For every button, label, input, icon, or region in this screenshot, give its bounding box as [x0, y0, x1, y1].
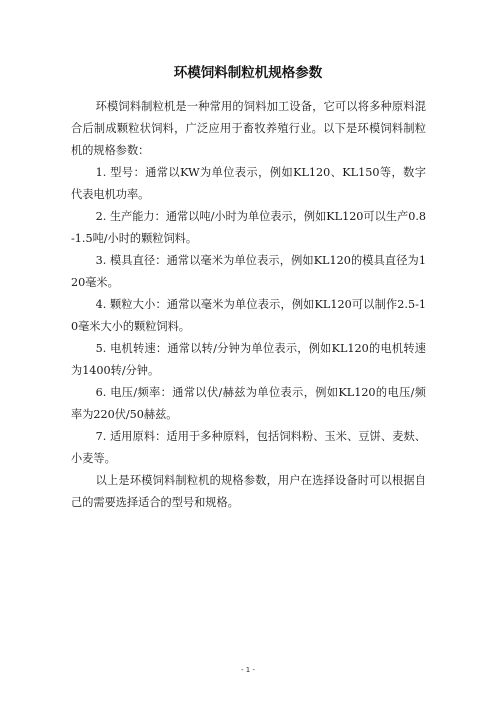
- spec-item-die-diameter: 3. 模具直径：通常以毫米为单位表示，例如KL120的模具直径为120毫米。: [71, 254, 426, 289]
- spec-item-materials: 7. 适用原料：适用于多种原料，包括饲料粉、玉米、豆饼、麦麸、小麦等。: [71, 430, 426, 465]
- spec-item-voltage-frequency: 6. 电压/频率：通常以伏/赫兹为单位表示，例如KL120的电压/频率为220伏/50赫兹。: [71, 386, 426, 421]
- page-number: - 1 -: [241, 666, 255, 674]
- document-title: 环模饲料制粒机规格参数: [173, 65, 323, 81]
- spec-item-pellet-size: 4. 颗粒大小：通常以毫米为单位表示，例如KL120可以制作2.5-10毫米大小的颗粒饲料。: [71, 298, 426, 333]
- spec-item-model: 1. 型号：通常以KW为单位表示，例如KL120、KL150等，数字代表电机功率。: [71, 166, 426, 201]
- intro-paragraph: 环模饲料制粒机是一种常用的饲料加工设备，它可以将多种原料混合后制成颗粒状饲料，广泛应用于畜牧养殖行业。以下是环模饲料制粒机的规格参数：: [71, 100, 426, 157]
- document-body: [71, 96, 426, 514]
- conclusion-paragraph: 以上是环模饲料制粒机的规格参数，用户在选择设备时可以根据自己的需要选择适合的型号和规格。: [71, 474, 426, 509]
- spec-item-motor-speed: 5. 电机转速：通常以转/分钟为单位表示，例如KL120的电机转速为1400转/分钟。: [71, 342, 426, 377]
- spec-item-capacity: 2. 生产能力：通常以吨/小时为单位表示，例如KL120可以生产0.8-1.5吨/小时的颗粒饲料。: [71, 210, 426, 245]
